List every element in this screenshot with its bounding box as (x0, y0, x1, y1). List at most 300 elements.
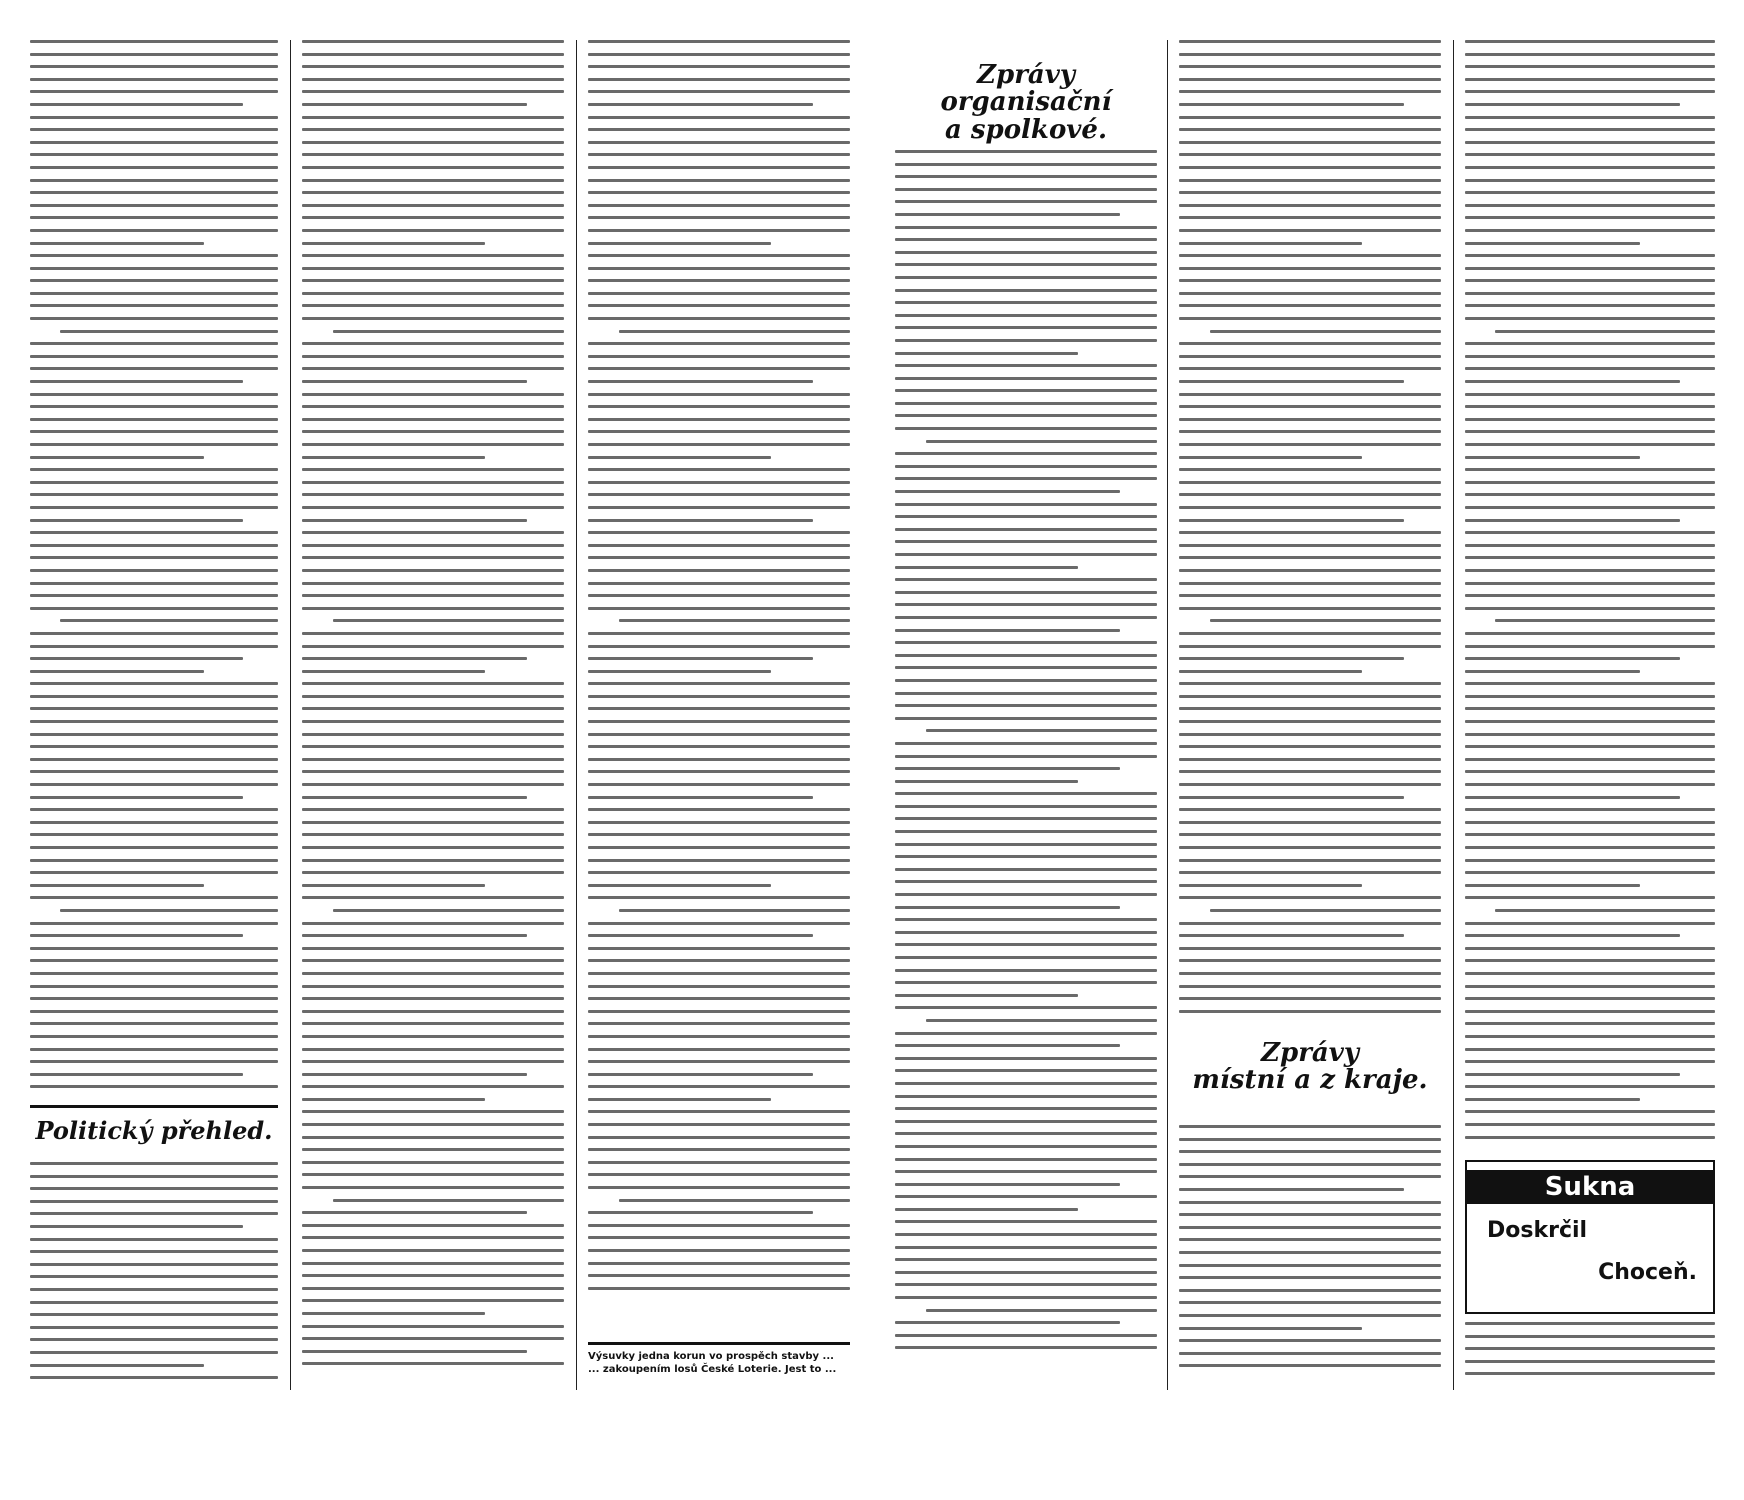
text-line (1465, 1322, 1715, 1325)
text-line (588, 1110, 850, 1113)
text-line (895, 578, 1157, 581)
text-line (588, 607, 850, 610)
text-line (302, 40, 564, 43)
text-line (1465, 1347, 1715, 1350)
text-line (1179, 695, 1441, 698)
text-line (1465, 254, 1715, 257)
text-line (1465, 1022, 1715, 1025)
text-line (302, 103, 527, 106)
text-line (588, 355, 850, 358)
text-line (1465, 229, 1715, 232)
text-line (588, 65, 850, 68)
text-line (302, 1186, 564, 1189)
text-block (1179, 1125, 1441, 1377)
text-line (895, 981, 1157, 984)
text-line (1179, 657, 1404, 660)
text-line (895, 1334, 1157, 1337)
text-line (30, 808, 278, 811)
text-line (30, 242, 204, 245)
text-line (895, 943, 1157, 946)
text-line (1179, 531, 1441, 534)
text-line (30, 884, 204, 887)
text-line (30, 1200, 278, 1203)
text-line (895, 918, 1157, 921)
text-line (30, 279, 278, 282)
text-line (1179, 871, 1441, 874)
text-line (1465, 355, 1715, 358)
text-line (895, 1183, 1120, 1186)
text-line (1179, 279, 1441, 282)
text-line (30, 1022, 278, 1025)
text-line (30, 972, 278, 975)
text-line (895, 377, 1157, 380)
text-line (302, 304, 564, 307)
text-line (333, 1199, 564, 1202)
text-line (302, 493, 564, 496)
text-line (895, 427, 1157, 430)
text-line (588, 204, 850, 207)
text-line (895, 666, 1157, 669)
text-line (30, 758, 278, 761)
text-line (30, 216, 278, 219)
text-line (588, 733, 850, 736)
text-line (895, 414, 1157, 417)
text-line (1179, 405, 1441, 408)
text-line (588, 544, 850, 547)
text-line (30, 1073, 243, 1076)
text-line (30, 380, 243, 383)
ad-town: Choceň. (1598, 1260, 1697, 1285)
text-line (1179, 393, 1441, 396)
text-line (895, 188, 1157, 191)
text-line (302, 1048, 564, 1051)
text-line (302, 65, 564, 68)
text-line (1465, 556, 1715, 559)
text-line (895, 352, 1078, 355)
text-line (1179, 1201, 1441, 1204)
text-line (588, 279, 850, 282)
text-line (30, 153, 278, 156)
text-line (1179, 443, 1441, 446)
text-line (302, 582, 564, 585)
text-line (302, 1148, 564, 1151)
text-line (30, 720, 278, 723)
text-line (1179, 128, 1441, 131)
text-line (588, 720, 850, 723)
text-line (895, 276, 1157, 279)
text-line (302, 1073, 527, 1076)
text-line (1465, 645, 1715, 648)
text-line (302, 972, 564, 975)
text-line (302, 393, 564, 396)
text-line (302, 191, 564, 194)
text-line (895, 767, 1120, 770)
text-line (895, 868, 1157, 871)
text-line (1465, 393, 1715, 396)
text-line (302, 367, 564, 370)
text-line (588, 292, 850, 295)
text-line (302, 53, 564, 56)
text-line (895, 994, 1078, 997)
text-line (30, 1085, 278, 1088)
text-line (1465, 922, 1715, 925)
text-line (30, 1048, 278, 1051)
text-line (30, 103, 243, 106)
text-line (1465, 582, 1715, 585)
text-line (302, 179, 564, 182)
text-line (588, 859, 850, 862)
text-line (895, 528, 1157, 531)
text-line (895, 629, 1120, 632)
heading-line-1: Zprávy organisační (940, 60, 1112, 118)
text-line (302, 1287, 564, 1290)
text-line (1465, 267, 1715, 270)
text-line (1465, 871, 1715, 874)
text-line (302, 569, 564, 572)
text-line (302, 985, 564, 988)
text-line (30, 405, 278, 408)
text-line (895, 1170, 1157, 1173)
text-line (302, 1060, 564, 1063)
text-line (1210, 619, 1441, 622)
text-line (1179, 833, 1441, 836)
text-line (1465, 733, 1715, 736)
text-line (30, 506, 278, 509)
text-line (588, 531, 850, 534)
text-line (302, 519, 527, 522)
text-line (302, 1224, 564, 1227)
text-line (30, 468, 278, 471)
text-line (1179, 1213, 1441, 1216)
text-line (1210, 330, 1441, 333)
column-divider (576, 40, 577, 1390)
text-line (1179, 65, 1441, 68)
text-line (30, 65, 278, 68)
text-line (1179, 682, 1441, 685)
text-line (1465, 367, 1715, 370)
text-line (30, 519, 243, 522)
text-line (895, 1107, 1157, 1110)
text-line (1179, 53, 1441, 56)
text-line (1465, 670, 1640, 673)
text-line (588, 1262, 850, 1265)
text-line (895, 931, 1157, 934)
text-line (619, 1199, 850, 1202)
text-line (302, 808, 564, 811)
text-line (1179, 141, 1441, 144)
text-line (30, 1351, 278, 1354)
text-line (60, 330, 278, 333)
text-line (895, 1346, 1157, 1349)
text-line (30, 632, 278, 635)
text-block (30, 40, 278, 1098)
text-line (302, 1173, 564, 1176)
text-line (1465, 78, 1715, 81)
text-line (588, 1236, 850, 1239)
text-line (895, 603, 1157, 606)
column-divider (1453, 40, 1454, 1390)
text-line (1179, 1364, 1441, 1367)
text-line (302, 859, 564, 862)
text-line (1465, 443, 1715, 446)
text-line (302, 645, 564, 648)
text-line (588, 632, 850, 635)
text-line (30, 947, 278, 950)
text-line (588, 745, 850, 748)
text-line (1465, 720, 1715, 723)
text-line (1179, 254, 1441, 257)
text-line (1465, 1035, 1715, 1038)
text-line (1465, 116, 1715, 119)
left-column-3 (588, 40, 850, 1390)
text-line (895, 755, 1157, 758)
text-line (588, 141, 850, 144)
text-line (1179, 846, 1441, 849)
left-column-1 (30, 40, 278, 1390)
text-line (895, 679, 1157, 682)
text-line (1179, 632, 1441, 635)
text-line (1465, 607, 1715, 610)
text-line (1179, 267, 1441, 270)
text-line (588, 342, 850, 345)
text-line (302, 1211, 527, 1214)
text-line (895, 616, 1157, 619)
text-line (926, 440, 1157, 443)
text-line (588, 1098, 771, 1101)
text-line (302, 846, 564, 849)
text-line (1465, 456, 1640, 459)
text-line (1465, 1372, 1715, 1375)
text-line (895, 1069, 1157, 1072)
text-line (895, 251, 1157, 254)
text-line (895, 503, 1157, 506)
text-line (588, 821, 850, 824)
text-line (895, 843, 1157, 846)
text-line (1465, 1098, 1640, 1101)
text-line (302, 430, 564, 433)
left-page (30, 40, 850, 1390)
text-line (30, 1212, 278, 1215)
text-line (588, 1073, 813, 1076)
text-line (302, 758, 564, 761)
text-line (30, 745, 278, 748)
text-line (895, 163, 1157, 166)
text-line (895, 150, 1157, 153)
text-line (302, 896, 564, 899)
text-line (1465, 707, 1715, 710)
text-line (588, 833, 850, 836)
text-line (30, 1225, 243, 1228)
text-line (1495, 330, 1715, 333)
text-line (1179, 216, 1441, 219)
lottery-notice (588, 1350, 850, 1376)
text-line (1465, 1073, 1680, 1076)
text-line (302, 1123, 564, 1126)
text-line (926, 1309, 1157, 1312)
text-line (895, 1032, 1157, 1035)
text-line (1179, 796, 1404, 799)
text-line (619, 619, 850, 622)
text-line (302, 116, 564, 119)
text-line (30, 1326, 278, 1329)
text-line (1179, 959, 1441, 962)
text-line (302, 833, 564, 836)
text-line (302, 871, 564, 874)
section-rule (30, 1105, 278, 1108)
text-line (588, 707, 850, 710)
text-line (588, 153, 850, 156)
text-line (588, 947, 850, 950)
text-line (30, 481, 278, 484)
text-line (302, 934, 527, 937)
text-line (30, 569, 278, 572)
text-line (588, 367, 850, 370)
text-line (30, 78, 278, 81)
text-line (1465, 204, 1715, 207)
text-line (30, 670, 204, 673)
text-line (895, 1057, 1157, 1060)
text-line (302, 1085, 564, 1088)
text-line (588, 40, 850, 43)
text-line (302, 632, 564, 635)
text-line (588, 405, 850, 408)
text-line (30, 896, 278, 899)
text-line (1465, 997, 1715, 1000)
text-line (1465, 947, 1715, 950)
text-line (30, 342, 278, 345)
text-line (302, 1098, 485, 1101)
text-line (588, 1123, 850, 1126)
text-line (333, 619, 564, 622)
text-line (588, 884, 771, 887)
right-column-2 (1179, 40, 1441, 1390)
text-line (1179, 733, 1441, 736)
text-line (588, 393, 850, 396)
text-line (1179, 758, 1441, 761)
text-line (895, 654, 1157, 657)
text-line (895, 1120, 1157, 1123)
text-line (30, 141, 278, 144)
text-line (1179, 645, 1441, 648)
text-line (1465, 90, 1715, 93)
text-line (302, 506, 564, 509)
text-line (1210, 909, 1441, 912)
text-line (302, 1022, 564, 1025)
text-line (1465, 279, 1715, 282)
text-line (30, 304, 278, 307)
text-line (1179, 153, 1441, 156)
text-line (302, 242, 485, 245)
text-line (588, 959, 850, 962)
text-line (1465, 783, 1715, 786)
text-line (30, 997, 278, 1000)
text-line (1179, 1352, 1441, 1355)
text-line (895, 1006, 1157, 1009)
text-line (1465, 380, 1680, 383)
text-line (302, 78, 564, 81)
text-line (588, 594, 850, 597)
text-line (30, 1364, 204, 1367)
text-line (1179, 355, 1441, 358)
right-column-3 (1465, 40, 1715, 1390)
text-line (1179, 1188, 1404, 1191)
text-line (1465, 959, 1715, 962)
text-line (30, 430, 278, 433)
text-line (588, 229, 850, 232)
text-line (1465, 695, 1715, 698)
text-line (30, 254, 278, 257)
text-line (30, 267, 278, 270)
text-line (302, 90, 564, 93)
text-line (30, 607, 278, 610)
text-line (30, 317, 278, 320)
text-line (1465, 1123, 1715, 1126)
text-block (30, 1162, 278, 1389)
text-line (30, 707, 278, 710)
text-line (302, 468, 564, 471)
text-line (1179, 103, 1404, 106)
text-line (1465, 519, 1680, 522)
text-line (302, 204, 564, 207)
text-line (302, 355, 564, 358)
text-line (30, 871, 278, 874)
text-line (895, 817, 1157, 820)
text-line (895, 704, 1157, 707)
text-line (302, 141, 564, 144)
text-line (302, 267, 564, 270)
heading-line-2: a spolkové. (945, 114, 1107, 145)
section-heading-politicky: Politický přehled. (35, 1116, 273, 1145)
text-line (588, 1211, 813, 1214)
text-line (1465, 292, 1715, 295)
text-line (302, 922, 564, 925)
text-line (1179, 418, 1441, 421)
text-line (1465, 103, 1680, 106)
text-line (588, 254, 850, 257)
text-line (1465, 468, 1715, 471)
text-line (588, 1224, 850, 1227)
text-line (1179, 116, 1441, 119)
text-line (1179, 229, 1441, 232)
text-line (30, 229, 278, 232)
text-line (588, 191, 850, 194)
text-line (895, 742, 1157, 745)
text-line (302, 707, 564, 710)
text-line (588, 128, 850, 131)
section-heading-zpravy-organisacni (895, 62, 1157, 144)
text-line (588, 242, 771, 245)
text-line (1179, 1276, 1441, 1279)
text-line (895, 490, 1120, 493)
text-line (1465, 40, 1715, 43)
text-line (1465, 846, 1715, 849)
text-line (1179, 342, 1441, 345)
text-line (588, 53, 850, 56)
text-line (30, 556, 278, 559)
text-line (302, 1249, 564, 1252)
text-line (302, 770, 564, 773)
text-line (1465, 342, 1715, 345)
text-line (588, 116, 850, 119)
text-line (588, 418, 850, 421)
text-line (1179, 808, 1441, 811)
text-line (588, 796, 813, 799)
text-line (1179, 204, 1441, 207)
text-line (895, 477, 1157, 480)
text-line (895, 906, 1120, 909)
text-line (1179, 859, 1441, 862)
text-line (1465, 770, 1715, 773)
